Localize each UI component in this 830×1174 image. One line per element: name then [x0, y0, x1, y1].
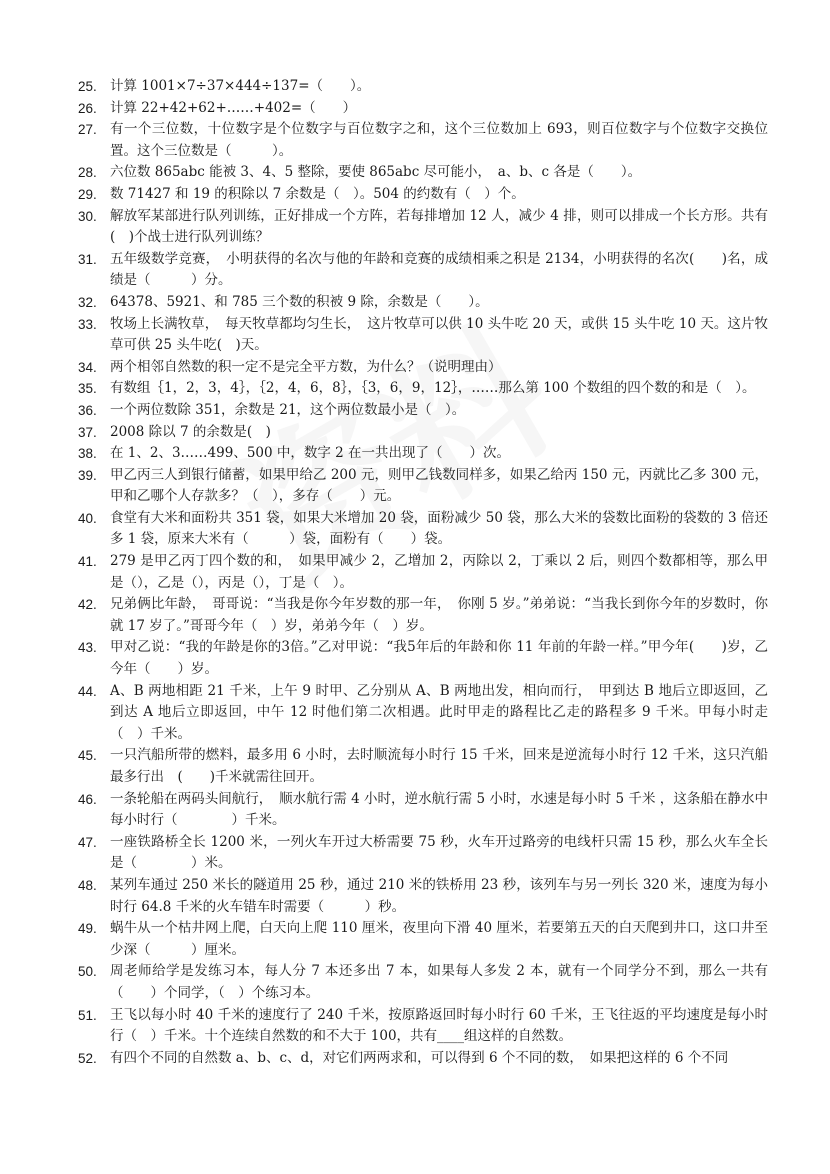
question-number: 51. — [78, 1007, 97, 1023]
question-text: 有四个不同的自然数 a、b、c、d，对它们两两求和，可以得到 6 个不同的数， 如果把这样的 6 个不同 — [110, 1049, 729, 1066]
question-item — [78, 184, 768, 206]
question-text: 两个相邻自然数的积一定不是完全平方数，为什么？（说明理由） — [110, 358, 502, 375]
question-item — [78, 76, 768, 98]
question-item — [78, 832, 768, 875]
question-item — [78, 637, 768, 680]
question-item — [78, 875, 768, 918]
question-number: 42. — [78, 597, 97, 613]
question-text: 有一个三位数，十位数字是个位数字与百位数字之和，这个三位数加上 693，则百位数字与个位数字交换位置。这个三位数是（ ）。 — [110, 121, 768, 159]
question-number: 45. — [78, 748, 97, 764]
question-text: 一座铁路桥全长 1200 米，一列火车开过大桥需要 75 秒，火车开过路旁的电线杆只需 15 秒，那么火车全长是（ ）米。 — [110, 833, 768, 872]
question-item — [78, 378, 768, 400]
question-text: 甲乙丙三人到银行储蓄，如果甲给乙 200 元，则甲乙钱数同样多，如果乙给丙 150 元，丙就比乙多 300 元，甲和乙哪个人存款多？（ ），多存（ ）元。 — [110, 466, 768, 505]
question-number: 32. — [78, 294, 97, 310]
question-number: 50. — [78, 964, 97, 980]
question-item — [78, 249, 768, 292]
question-text: 一个两位数除 351，余数是 21，这个两位数最小是（ ）。 — [110, 401, 466, 418]
question-item — [78, 465, 768, 508]
question-text: 王飞以每小时 40 千米的速度行了 240 千米，按原路返回时每小时行 60 千米，王飞往返的平均速度是每小时行（ ）千米。十个连续自然数的和不大于 100，共有____组这样的自然数。 — [110, 1006, 768, 1045]
question-text: 甲对乙说：“我的年龄是你的3倍。”乙对甲说：“我5年后的年龄和你 11 年前的年龄一样。”甲今年( )岁，乙今年（ ）岁。 — [110, 639, 768, 678]
question-item — [78, 508, 768, 551]
question-number: 29. — [78, 186, 97, 202]
question-text: 六位数 865abc 能被 3、4、5 整除，要使 865abc 尽可能小， a、b、c 各是（ ）。 — [110, 164, 642, 181]
question-item — [78, 681, 768, 746]
question-item — [78, 422, 768, 444]
question-number: 39. — [78, 467, 97, 483]
question-number: 46. — [78, 791, 97, 807]
question-text: 计算 1001×7÷37×444÷137=（ ）。 — [110, 78, 371, 94]
question-number: 44. — [78, 683, 97, 699]
question-text: 食堂有大米和面粉共 351 袋，如果大米增加 20 袋，面粉减少 50 袋，那么大米的袋数比面粉的袋数的 3 倍还多 1 袋，原来大米有（ ）袋，面粉有（ ）袋。 — [110, 509, 768, 548]
question-item — [78, 443, 768, 465]
question-list — [78, 76, 768, 1069]
question-number: 49. — [78, 921, 97, 937]
question-number: 38. — [78, 446, 97, 462]
question-text: 兄弟俩比年龄， 哥哥说：“当我是你今年岁数的那一年， 你刚 5 岁。”弟弟说：“当我长到你今年的岁数时，你就 17 岁了。”哥哥今年（ ）岁，弟弟今年（ ）岁。 — [110, 596, 768, 634]
question-item — [78, 98, 768, 120]
question-text: 五年级数学竞赛， 小明获得的名次与他的年龄和竞赛的成绩相乘之积是 2134，小明获得的名次( )名，成绩是（ ）分。 — [110, 250, 768, 289]
question-number: 31. — [78, 251, 97, 267]
question-item — [78, 961, 768, 1004]
question-number: 35. — [78, 381, 97, 397]
question-text: 计算 22+42+62+……+402=（ ） — [110, 99, 357, 116]
question-item — [78, 789, 768, 832]
question-text: 279 是甲乙丙丁四个数的和， 如果甲减少 2，乙增加 2，丙除以 2，丁乘以 2 后，则四个数都相等，那么甲是（），乙是（），丙是（），丁是（ ）。 — [110, 553, 768, 591]
question-number: 34. — [78, 359, 97, 375]
question-text: 解放军某部进行队列训练，正好排成一个方阵，若每排增加 12 人，减少 4 排，则可以排成一个长方形。共有( )个战士进行队列训练？ — [110, 207, 768, 246]
question-item — [78, 357, 768, 379]
question-text: 一条轮船在两码头间航行， 顺水航行需 4 小时，逆水航行需 5 小时，水速是每小时 5 千米 ，这条船在静水中每小时行（ ）千米。 — [110, 790, 768, 829]
question-number: 52. — [78, 1050, 97, 1066]
question-number: 48. — [78, 877, 97, 893]
question-item — [78, 206, 768, 249]
question-text: 在 1、2、3……499、500 中，数字 2 在一共出现了（ ）次。 — [110, 445, 511, 462]
question-text: A、B 两地相距 21 千米，上午 9 时甲、乙分别从 A、B 两地出发，相向而行， 甲到达 B 地后立即返回，乙到达 A 地后立即返回，中午 12 时他们第二次相遇。此时甲走的路程比乙走的路程多 9 千米。甲每小时走（ ）千米。 — [110, 682, 768, 742]
question-number: 47. — [78, 834, 97, 850]
question-number: 26. — [78, 100, 97, 116]
question-number: 33. — [78, 316, 97, 332]
question-item — [78, 400, 768, 422]
question-item — [78, 1048, 768, 1070]
question-item — [78, 314, 768, 357]
question-text: 64378、5921、和 785 三个数的积被 9 除，余数是（ ）。 — [110, 293, 489, 310]
question-item — [78, 162, 768, 184]
question-number: 41. — [78, 554, 97, 570]
question-item — [78, 551, 768, 594]
question-number: 30. — [78, 208, 97, 224]
question-item — [78, 119, 768, 162]
question-number: 25. — [78, 79, 97, 94]
question-text: 有数组｛1，2，3，4｝，｛2，4，6，8｝，｛3，6，9，12｝，……那么第 100 个数组的四个数的和是（ ）。 — [110, 380, 756, 397]
question-text: 周老师给学是发练习本，每人分 7 本还多出 7 本，如果每人多发 2 本，就有一个同学分不到，那么一共有（ ）个同学，（ ）个练习本。 — [110, 963, 768, 1001]
question-text: 2008 除以 7 的余数是( ) — [110, 423, 271, 440]
question-item — [78, 292, 768, 314]
question-text: 蜗牛从一个枯井网上爬，白天向上爬 110 厘米，夜里向下滑 40 厘米，若要第五天的白天爬到井口，这口井至少深（ ）厘米。 — [110, 920, 768, 958]
question-text: 某列车通过 250 米长的隧道用 25 秒，通过 210 米的铁桥用 23 秒，该列车与另一列长 320 米，速度为每小时行 64.8 千米的火车错车时需要（ ）秒。 — [110, 876, 768, 915]
question-text: 数 71427 和 19 的积除以 7 余数是（ ）。504 的约数有（ ）个。 — [110, 185, 525, 202]
question-item — [78, 594, 768, 637]
question-number: 37. — [78, 424, 97, 440]
question-number: 40. — [78, 510, 97, 526]
question-item — [78, 745, 768, 788]
question-number: 43. — [78, 640, 97, 656]
question-number: 28. — [78, 165, 97, 181]
question-text: 一只汽船所带的燃料，最多用 6 小时，去时顺流每小时行 15 千米，回来是逆流每小时行 12 千米，这只汽船最多行出 ( )千米就需往回开。 — [110, 747, 768, 785]
question-number: 27. — [78, 122, 97, 138]
question-item — [78, 1005, 768, 1048]
question-text: 牧场上长满牧草， 每天牧草都均匀生长， 这片牧草可以供 10 头牛吃 20 天，或供 15 头牛吃 10 天。这片牧草可供 25 头牛吃( )天。 — [110, 315, 768, 354]
question-item — [78, 918, 768, 961]
question-number: 36. — [78, 402, 97, 418]
